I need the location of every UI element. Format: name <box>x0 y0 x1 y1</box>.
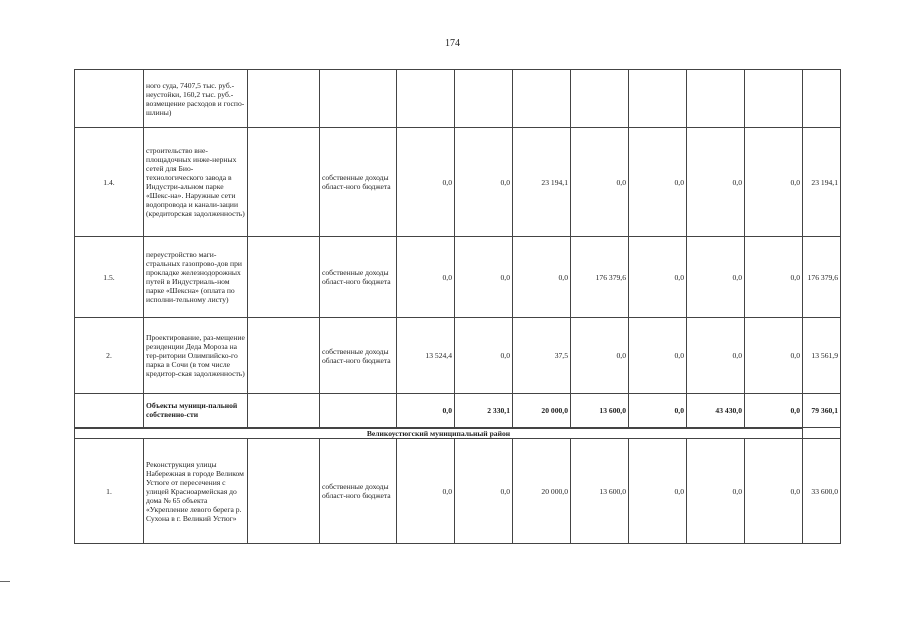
value-cell <box>745 70 803 128</box>
row-index: 1.4. <box>75 128 144 237</box>
funding-source <box>320 394 397 428</box>
value-cell <box>687 70 745 128</box>
funding-source: собственные доходы област-ного бюджета <box>320 237 397 318</box>
value-cell <box>513 70 571 128</box>
row-description: Проектирование, раз-мещение резиденции Деда Мороза на тер-ритории Олимпийско-го парка в Сочи (в том числе кредитор-ская задолженность) <box>144 318 248 394</box>
row-description: строительство вне-площадочных инже-нерных сетей для Био-технологического завода в Индустри-альном парке «Шекс-на». Наружные сети водопровода и канали-зации (кредиторская задолженность) <box>144 128 248 237</box>
row-index <box>75 70 144 128</box>
funding-source: собственные доходы област-ного бюджета <box>320 318 397 394</box>
funding-source: собственные доходы област-ного бюджета <box>320 128 397 237</box>
row-index: 1.5. <box>75 237 144 318</box>
value-cell: 0,0 <box>455 237 513 318</box>
row-index <box>75 394 144 428</box>
value-cell: 176 379,6 <box>803 237 841 318</box>
value-cell <box>629 70 687 128</box>
value-cell: 13 524,4 <box>397 318 455 394</box>
value-cell: 33 600,0 <box>803 439 841 544</box>
value-cell: 13 600,0 <box>571 394 629 428</box>
page-number: 174 <box>445 38 460 49</box>
empty-cell <box>803 428 841 439</box>
value-cell: 2 330,1 <box>455 394 513 428</box>
row-description: Реконструкция улицы Набережная в городе Великом Устюге от пересечения с улицей Красноармейская до дома № 65 объекта «Укрепление левого берега р. Сухона в г. Великий Устюг» <box>144 439 248 544</box>
value-cell: 0,0 <box>571 128 629 237</box>
empty-cell <box>248 128 320 237</box>
value-cell: 13 600,0 <box>571 439 629 544</box>
value-cell: 0,0 <box>745 128 803 237</box>
value-cell: 79 360,1 <box>803 394 841 428</box>
funding-source: собственные доходы област-ного бюджета <box>320 439 397 544</box>
value-cell: 0,0 <box>455 439 513 544</box>
value-cell: 20 000,0 <box>513 394 571 428</box>
value-cell: 23 194,1 <box>513 128 571 237</box>
value-cell: 0,0 <box>745 439 803 544</box>
section-row <box>75 428 841 439</box>
table-row <box>75 70 841 128</box>
value-cell: 0,0 <box>629 394 687 428</box>
value-cell: 0,0 <box>455 318 513 394</box>
margin-mark <box>0 581 10 582</box>
value-cell: 0,0 <box>397 439 455 544</box>
value-cell: 0,0 <box>629 128 687 237</box>
value-cell: 13 561,9 <box>803 318 841 394</box>
value-cell <box>803 70 841 128</box>
total-row <box>75 394 841 428</box>
value-cell: 0,0 <box>687 128 745 237</box>
value-cell: 0,0 <box>687 318 745 394</box>
value-cell: 0,0 <box>629 237 687 318</box>
row-index: 2. <box>75 318 144 394</box>
value-cell: 0,0 <box>629 318 687 394</box>
empty-cell <box>248 237 320 318</box>
empty-cell <box>248 394 320 428</box>
value-cell: 0,0 <box>397 128 455 237</box>
value-cell: 37,5 <box>513 318 571 394</box>
table-row <box>75 439 841 544</box>
budget-table <box>74 69 841 544</box>
empty-cell <box>248 70 320 128</box>
row-description: ного суда, 7407,5 тыс. руб.- неустойки, 160,2 тыс. руб.- возмещение расходов и госпо-шлины) <box>144 70 248 128</box>
value-cell: 0,0 <box>745 318 803 394</box>
row-description: переустройство маги-стральных газопрово-дов при прокладке железнодорожных путей в Индустриаль-ном парке «Шексна» (оплата по исполни-тельному листу) <box>144 237 248 318</box>
row-index: 1. <box>75 439 144 544</box>
value-cell: 23 194,1 <box>803 128 841 237</box>
empty-cell <box>248 439 320 544</box>
section-title: Великоустюгский муниципальный район <box>75 428 803 439</box>
value-cell: 0,0 <box>513 237 571 318</box>
empty-cell <box>248 318 320 394</box>
value-cell: 20 000,0 <box>513 439 571 544</box>
value-cell: 176 379,6 <box>571 237 629 318</box>
table-row <box>75 318 841 394</box>
value-cell <box>397 70 455 128</box>
value-cell: 0,0 <box>629 439 687 544</box>
funding-source <box>320 70 397 128</box>
value-cell: 0,0 <box>745 237 803 318</box>
table-row <box>75 237 841 318</box>
value-cell: 0,0 <box>455 128 513 237</box>
value-cell: 0,0 <box>571 318 629 394</box>
value-cell: 0,0 <box>745 394 803 428</box>
row-description: Объекты муници-пальной собственно-сти <box>144 394 248 428</box>
value-cell: 0,0 <box>687 237 745 318</box>
value-cell: 0,0 <box>687 439 745 544</box>
table-row <box>75 128 841 237</box>
value-cell: 0,0 <box>397 237 455 318</box>
value-cell: 43 430,0 <box>687 394 745 428</box>
value-cell <box>455 70 513 128</box>
value-cell <box>571 70 629 128</box>
value-cell: 0,0 <box>397 394 455 428</box>
